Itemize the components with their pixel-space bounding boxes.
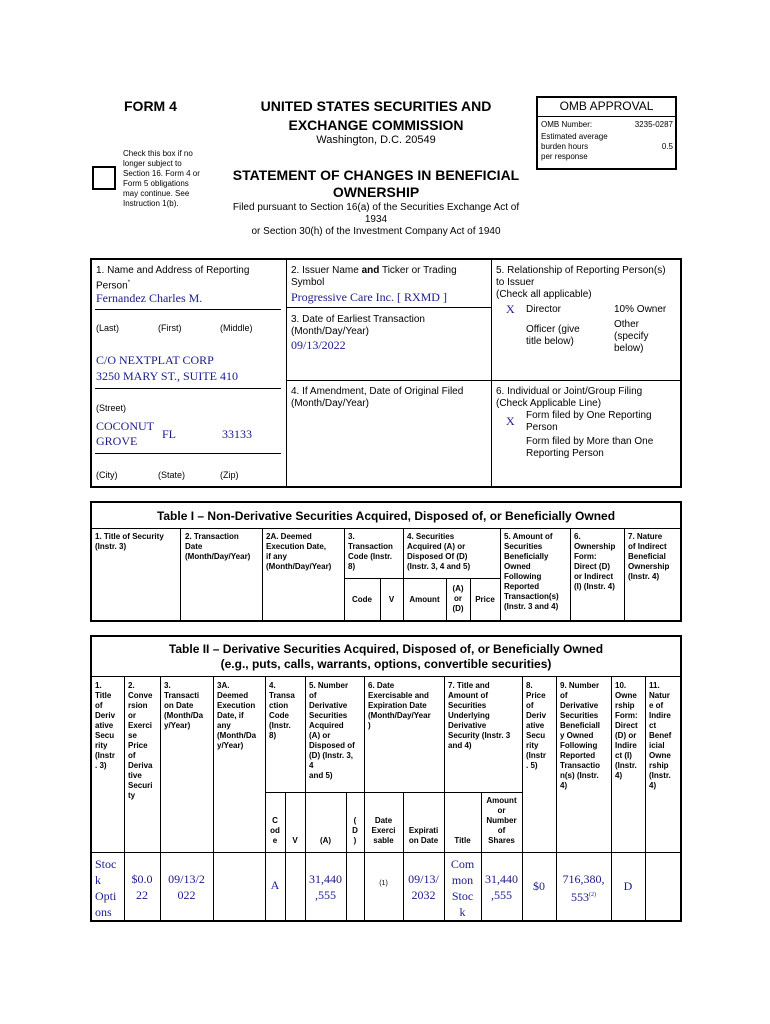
table2-sub-amount: Amount or Number of Shares — [486, 796, 517, 845]
reporting-person-city: COCONUT GROVE — [96, 419, 155, 448]
issuer-name-ticker: Progressive Care Inc. [ RXMD ] — [291, 290, 447, 304]
row-owned-value: 716,380, 553 — [562, 872, 605, 904]
commission-location: Washington, D.C. 20549 — [316, 134, 436, 146]
row-conversion-price: $0.0 22 — [131, 872, 153, 902]
filed-pursuant-note: Filed pursuant to Section 16(a) of the Securities Exchange Act of 1934 or Section 30(h) of the Investment Company Act of 1940 — [232, 202, 520, 237]
table1-sub-code: Code — [352, 595, 372, 604]
earliest-transaction-label: 3. Date of Earliest Transaction (Month/Day/Year) — [291, 314, 425, 337]
row-date-exercisable: (1) — [379, 880, 388, 887]
zip-label: (Zip) — [220, 470, 239, 480]
table2-col-underlying: 7. Title and Amount of Securities Underlying Derivative Security (Instr. 3 and 4) — [448, 681, 511, 750]
row-security-title: Stoc k Opti ons — [95, 857, 117, 919]
omb-number-label: OMB Number: — [541, 120, 593, 129]
middle-label: (Middle) — [220, 323, 253, 333]
other-label: Other (specify below) — [614, 319, 649, 354]
table1-col-ownership-form: 6. Ownership Form: Direct (D) or Indirect (I) (Instr. 4) — [574, 532, 616, 591]
table1-title: Table I – Non-Derivative Securities Acquired, Disposed of, or Beneficially Owned — [156, 509, 616, 523]
reporting-person-label: 1. Name and Address of Reporting Person* — [96, 265, 250, 292]
table2-col-dates: 6. Date Exercisable and Expiration Date (Month/Day/Year ) — [368, 681, 431, 730]
table1-col-deemed-date: 2A. Deemed Execution Date, if any (Month/Day/Year) — [266, 532, 332, 571]
table2-sub-title: Title — [454, 836, 471, 845]
omb-burden-value: 0.5 — [661, 142, 673, 151]
row-owned-footnote: (2) — [589, 892, 596, 898]
table2-col-number: 5. Number of Derivative Securities Acquired (A) or Disposed of (D) (Instr. 3, 4 and 5) — [309, 681, 355, 780]
filing-label: 6. Individual or Joint/Group Filing (Check Applicable Line) — [496, 386, 643, 409]
table2-sub-exercisable: Date Exerci sable — [371, 816, 396, 845]
more-reporting-label: Form filed by More than One Reporting Person — [526, 436, 654, 459]
statement-title-line2: OWNERSHIP — [332, 184, 420, 200]
earliest-transaction-date: 09/13/2022 — [291, 338, 346, 352]
table2-sub-d: ( D ) — [352, 816, 358, 845]
table1-sub-amount: Amount — [409, 595, 440, 604]
table1-sub-price: Price — [475, 595, 495, 604]
table1-col-securities: 4. Securities Acquired (A) or Disposed Of (D) (Instr. 3, 4 and 5) — [407, 532, 471, 571]
amendment-label: 4. If Amendment, Date of Original Filed (Month/Day/Year) — [291, 386, 464, 409]
officer-label: Officer (give title below) — [526, 324, 580, 347]
reporting-person-state: FL — [162, 427, 177, 441]
check-box-note: Check this box if no longer subject to Section 16. Form 4 or Form 5 obligations may continue. See Instruction 1(b). — [123, 149, 200, 208]
street-label: (Street) — [96, 403, 127, 413]
row-transaction-code: A — [270, 878, 280, 892]
row-price: $0 — [533, 879, 545, 893]
omb-burden-label: Estimated average burden hours per response — [541, 132, 608, 161]
row-transaction-date: 09/13/2 022 — [168, 872, 205, 902]
commission-title-line1: UNITED STATES SECURITIES AND — [260, 98, 492, 114]
form-title: FORM 4 — [124, 98, 177, 114]
omb-number-value: 3235-0287 — [634, 120, 673, 129]
first-label: (First) — [158, 323, 182, 333]
table1-sub-a-or-d: (A) or (D) — [452, 584, 464, 613]
director-check-mark[interactable]: X — [506, 302, 515, 316]
table2-title-line1: Table II – Derivative Securities Acquired, Disposed of, or Beneficially Owned — [168, 642, 604, 656]
no-longer-subject-checkbox[interactable] — [92, 166, 116, 190]
ten-percent-owner-label: 10% Owner — [614, 304, 667, 315]
table2-sub-a: (A) — [319, 836, 332, 845]
row-underlying-amount: 31,440 ,555 — [485, 872, 518, 902]
one-reporting-label: Form filed by One Reporting Person — [526, 410, 652, 433]
table2-col-transaction-code: 4. Transa ction Code (Instr. 8) — [269, 681, 295, 740]
table2-col-price: 8. Price of Deriv ative Secu rity (Instr . 5) — [526, 681, 547, 770]
table1-col-transaction-date: 2. Transaction Date (Month/Day/Year) — [185, 532, 251, 561]
last-label: (Last) — [96, 323, 120, 333]
reporting-person-address: C/O NEXTPLAT CORP 3250 MARY ST., SUITE 410 — [96, 353, 239, 383]
table2-col-ownership-form: 10. Owne rship Form: Direct (D) or Indire ct (I) (Instr. 4) — [615, 681, 638, 780]
state-label: (State) — [158, 470, 186, 480]
table1-col-nature: 7. Nature of Indirect Beneficial Ownership (Instr. 4) — [628, 532, 670, 581]
table2-sub-v: V — [292, 836, 298, 845]
row-owned-following — [556, 871, 611, 905]
row-amount-acquired: 31,440 ,555 — [309, 872, 342, 902]
table1-col-amount-owned: 5. Amount of Securities Beneficially Owned Following Reported Transaction(s) (Instr. 3 and 4) — [504, 532, 559, 611]
city-label: (City) — [96, 470, 118, 480]
table2-col-transaction-date: 3. Transacti on Date (Month/Da y/Year) — [164, 681, 204, 730]
omb-title: OMB APPROVAL — [559, 99, 654, 113]
table1-col-transaction-code: 3. Transaction Code (Instr. 8) — [348, 532, 393, 571]
row-ownership-form: D — [623, 879, 633, 893]
table2-col-title: 1. Title of Deriv ative Secu rity (Instr . 3) — [95, 681, 116, 770]
statement-title-line1: STATEMENT OF CHANGES IN BENEFICIAL — [232, 167, 520, 183]
one-reporting-check-mark[interactable]: X — [506, 414, 515, 428]
table1-sub-v: V — [388, 595, 395, 604]
relationship-label: 5. Relationship of Reporting Person(s) to Issuer (Check all applicable) — [496, 265, 666, 300]
table1-col-title: 1. Title of Security (Instr. 3) — [95, 532, 164, 551]
reporting-person-name: Fernandez Charles M. — [96, 291, 203, 305]
table2-col-nature: 11. Natur e of Indire ct Benef icial Owne rship (Instr. 4) — [649, 681, 672, 790]
table2-sub-expiration: Expirati on Date — [408, 826, 439, 845]
row-underlying-title: Com mon Stoc k — [450, 857, 475, 919]
reporting-person-zip: 33133 — [222, 427, 252, 441]
issuer-label: 2. Issuer Name and Ticker or Trading Symbol — [291, 265, 457, 288]
table2-col-deemed-date: 3A. Deemed Execution Date, if any (Month/Da y/Year) — [217, 681, 257, 750]
commission-title-line2: EXCHANGE COMMISSION — [288, 117, 464, 133]
row-expiration-date: 09/13/ 2032 — [408, 872, 439, 902]
table2-title-line2: (e.g., puts, calls, warrants, options, convertible securities) — [220, 657, 552, 671]
director-label: Director — [526, 304, 562, 315]
table2-sub-code: C od e — [270, 816, 280, 845]
table2-col-owned: 9. Number of Derivative Securities Beneficiall y Owned Following Reported Transactio n(s) (Instr. 4) — [560, 681, 601, 790]
table2-col-conversion: 2. Conve rsion or Exerci se Price of Deriva tive Securi ty — [128, 681, 153, 800]
